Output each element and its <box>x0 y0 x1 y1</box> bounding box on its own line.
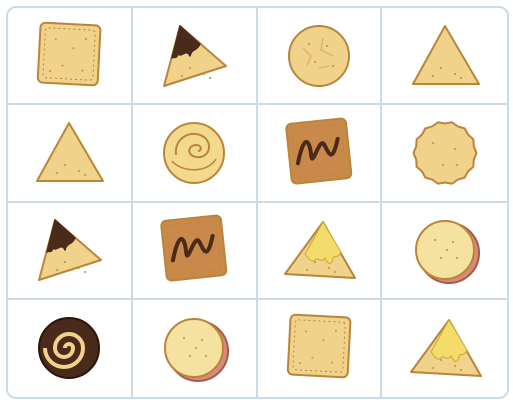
cookie-cell[interactable] <box>8 203 133 300</box>
cookie-cell[interactable] <box>382 203 507 300</box>
cookie-cell[interactable] <box>8 8 133 105</box>
cookie-grid <box>8 8 507 397</box>
circle-scalloped-cookie-icon <box>403 115 487 191</box>
circle-chocolate-swirl-cookie-icon <box>27 310 111 386</box>
cookie-cell[interactable] <box>382 105 507 202</box>
cookie-cell[interactable] <box>8 300 133 397</box>
cookie-cell[interactable] <box>258 8 383 105</box>
triangle-chocolate-dipped-cookie-icon <box>27 212 111 288</box>
triangle-chocolate-dipped-cookie-icon <box>152 18 236 94</box>
square-plain-cookie-icon <box>27 18 111 94</box>
circle-crumbly-cookie-icon <box>277 18 361 94</box>
cookie-cell[interactable] <box>258 105 383 202</box>
circle-sandwich-cookie-icon <box>403 212 487 288</box>
triangle-plain-cookie-icon <box>403 18 487 94</box>
circle-sandwich-cookie-icon <box>152 310 236 386</box>
cookie-cell[interactable] <box>382 8 507 105</box>
cookie-cell[interactable] <box>258 203 383 300</box>
circle-swirl-cream-cookie-icon <box>152 115 236 191</box>
cookie-grid-board <box>6 6 509 399</box>
cookie-cell[interactable] <box>258 300 383 397</box>
square-chocolate-drizzle-cookie-icon <box>277 115 361 191</box>
cookie-cell[interactable] <box>8 105 133 202</box>
cookie-cell[interactable] <box>133 300 258 397</box>
triangle-plain-cookie-icon <box>27 115 111 191</box>
square-plain-cookie-icon <box>277 310 361 386</box>
cookie-cell[interactable] <box>382 300 507 397</box>
cookie-cell[interactable] <box>133 203 258 300</box>
triangle-icing-drip-cookie-icon <box>277 212 361 288</box>
triangle-icing-drip-cookie-icon <box>403 310 487 386</box>
square-chocolate-drizzle-cookie-icon <box>152 212 236 288</box>
cookie-cell[interactable] <box>133 8 258 105</box>
cookie-cell[interactable] <box>133 105 258 202</box>
